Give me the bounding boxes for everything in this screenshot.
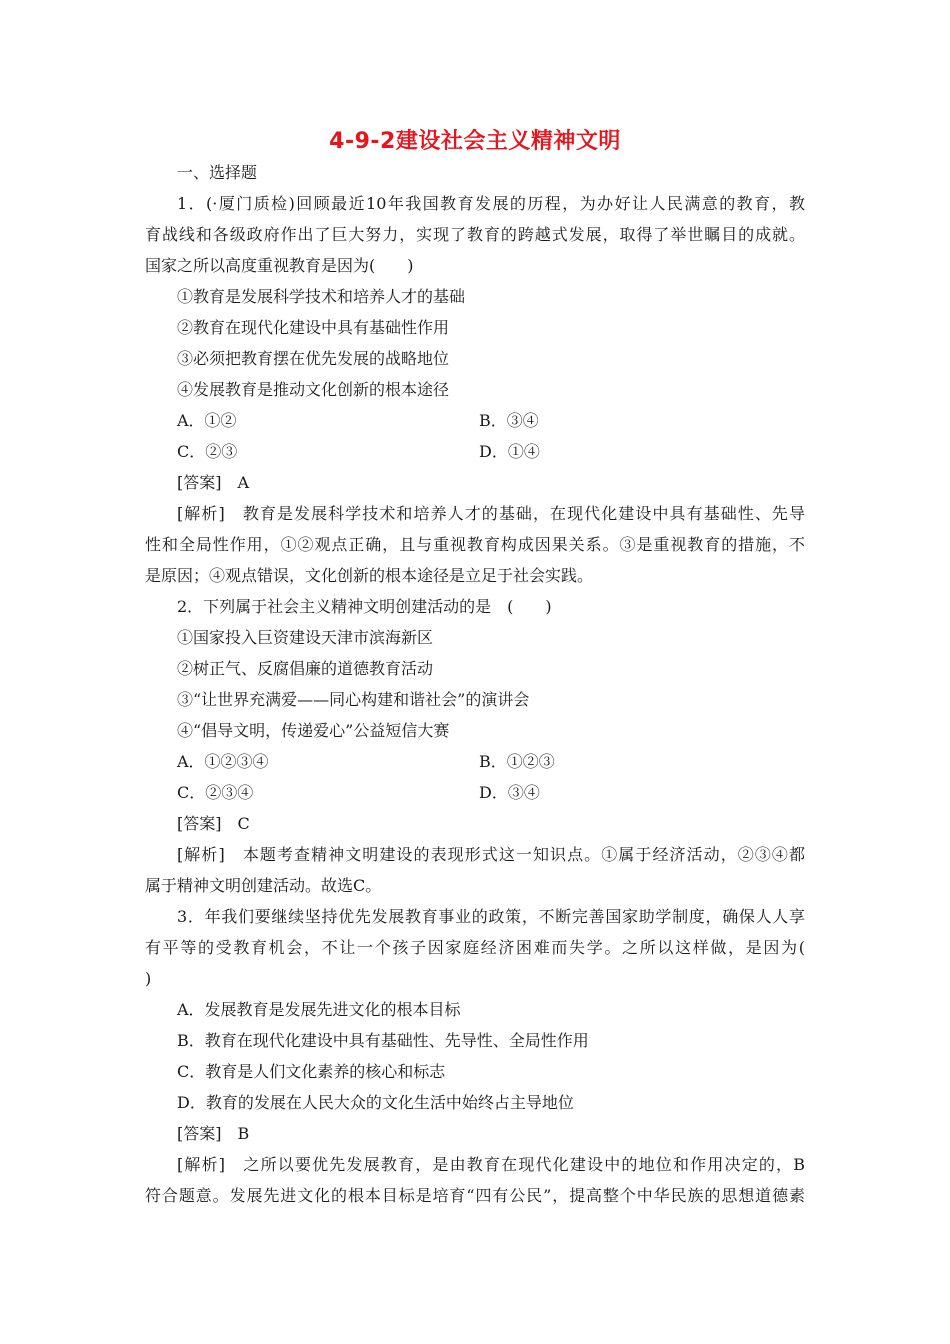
statement-item: ①国家投入巨资建设天津市滨海新区 bbox=[177, 628, 434, 647]
question-text-line: 2．下列属于社会主义精神文明创建活动的是 ( ) bbox=[177, 597, 552, 616]
question-text-line: 育战线和各级政府作出了巨大努力，实现了教育的跨越式发展，取得了举世瞩目的成就。 bbox=[145, 225, 805, 244]
statement-item: ②树正气、反腐倡廉的道德教育活动 bbox=[177, 659, 434, 678]
option-row bbox=[145, 405, 805, 436]
option-a: A．发展教育是发展先进文化的根本目标 bbox=[177, 1000, 461, 1019]
question-text-line: 3．年我们要继续坚持优先发展教育事业的政策，不断完善国家助学制度，确保人人享 bbox=[177, 907, 805, 926]
statement-item: ③必须把教育摆在优先发展的战略地位 bbox=[177, 349, 450, 368]
statement-item: ②教育在现代化建设中具有基础性作用 bbox=[177, 318, 450, 337]
option-row bbox=[145, 777, 805, 808]
section-heading: 一、选择题 bbox=[177, 163, 258, 182]
statement-item: ①教育是发展科学技术和培养人才的基础 bbox=[177, 287, 466, 306]
statement-item: ③“让世界充满爱——同心构建和谐社会”的演讲会 bbox=[177, 690, 530, 709]
analysis-line: [解析] 教育是发展科学技术和培养人才的基础，在现代化建设中具有基础性、先导 bbox=[177, 504, 805, 523]
analysis-line: 符合题意。发展先进文化的根本目标是培育“四有公民”，提高整个中华民族的思想道德素 bbox=[145, 1186, 805, 1205]
option-a: A．①② bbox=[177, 411, 237, 430]
answer-line: [答案] C bbox=[177, 814, 250, 833]
option-a: A．①②③④ bbox=[177, 752, 269, 771]
analysis-line: 性和全局性作用，①②观点正确，且与重视教育构成因果关系。③是重视教育的措施，不 bbox=[145, 535, 805, 554]
option-row bbox=[145, 436, 805, 467]
answer-line: [答案] A bbox=[177, 473, 250, 492]
analysis-line: 属于精神文明创建活动。故选C。 bbox=[145, 876, 382, 895]
question-text-line: ) bbox=[145, 969, 152, 988]
statement-item: ④发展教育是推动文化创新的根本途径 bbox=[177, 380, 450, 399]
option-c: C．教育是人们文化素养的核心和标志 bbox=[177, 1062, 446, 1081]
answer-line: [答案] B bbox=[177, 1124, 250, 1143]
option-d: D．③④ bbox=[479, 783, 540, 802]
question-1 bbox=[145, 188, 805, 591]
question-text-line: 1．(·厦门质检)回顾最近10年我国教育发展的历程，为办好让人民满意的教育，教 bbox=[177, 194, 805, 213]
option-d: D．教育的发展在人民大众的文化生活中始终占主导地位 bbox=[177, 1093, 574, 1112]
option-d: D．①④ bbox=[479, 442, 540, 461]
option-b: B．①②③ bbox=[479, 752, 555, 771]
option-c: C．②③④ bbox=[177, 783, 254, 802]
option-b: B．教育在现代化建设中具有基础性、先导性、全局性作用 bbox=[177, 1031, 589, 1050]
question-2 bbox=[145, 591, 805, 901]
option-b: B．③④ bbox=[479, 411, 539, 430]
option-c: C．②③ bbox=[177, 442, 238, 461]
question-text-line: 有平等的受教育机会，不让一个孩子因家庭经济困难而失学。之所以这样做，是因为( bbox=[145, 938, 805, 957]
statement-item: ④“倡导文明，传递爱心”公益短信大赛 bbox=[177, 721, 450, 740]
analysis-line: [解析] 之所以要优先发展教育，是由教育在现代化建设中的地位和作用决定的，B bbox=[177, 1155, 805, 1174]
analysis-line: 是原因；④观点错误，文化创新的根本途径是立足于社会实践。 bbox=[145, 566, 594, 585]
question-text-line: 国家之所以高度重视教育是因为( ) bbox=[145, 256, 414, 275]
document-body bbox=[145, 157, 805, 1211]
analysis-line: [解析] 本题考查精神文明建设的表现形式这一知识点。①属于经济活动，②③④都 bbox=[177, 845, 805, 864]
document-title: 4-9-2建设社会主义精神文明 bbox=[329, 129, 621, 154]
question-3 bbox=[145, 901, 805, 1211]
option-row bbox=[145, 746, 805, 777]
